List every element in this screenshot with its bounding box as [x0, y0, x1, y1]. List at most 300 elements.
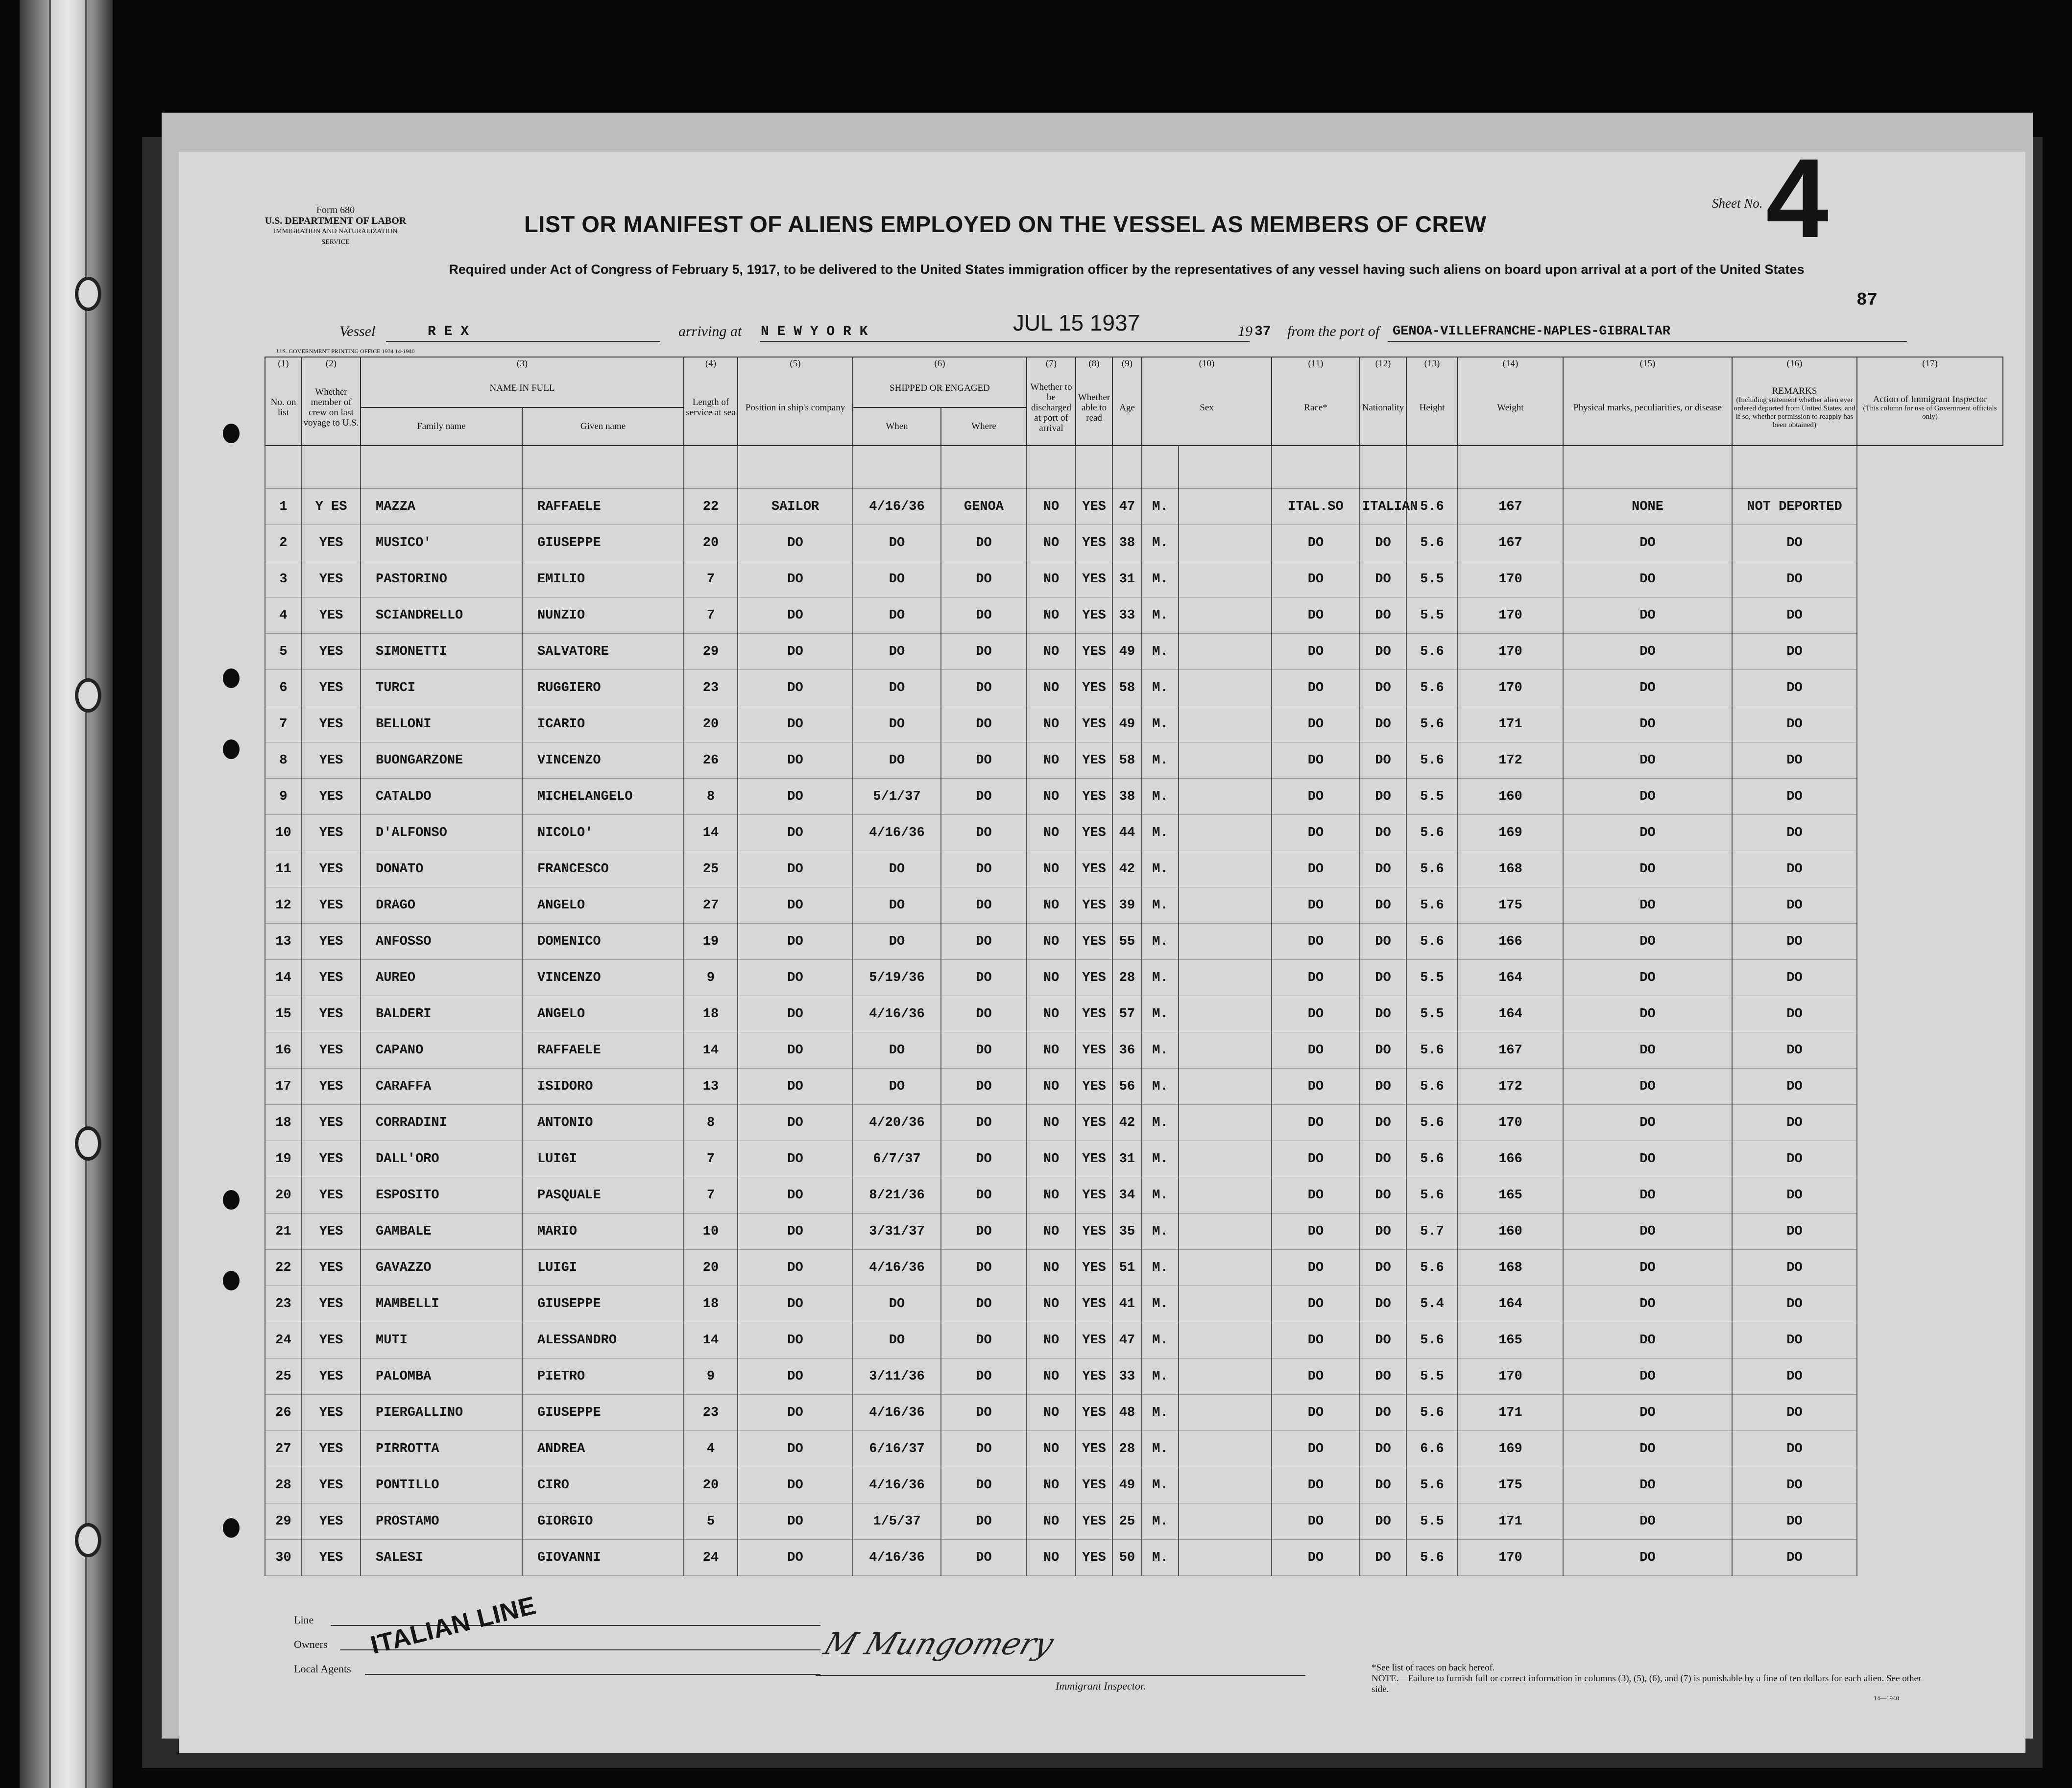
race-cell: DO: [1272, 1322, 1360, 1359]
height-cell: 5.5: [1406, 561, 1458, 597]
shipped-where-cell: DO: [941, 561, 1027, 597]
length-of-service-cell: 20: [684, 1467, 738, 1503]
nationality-cell: DO: [1360, 1359, 1406, 1395]
age-cell: 57: [1112, 996, 1142, 1032]
nationality-cell: DO: [1360, 597, 1406, 634]
shipped-where-cell: DO: [941, 597, 1027, 634]
nationality-cell: DO: [1360, 634, 1406, 670]
weight-cell: 164: [1458, 960, 1563, 996]
col10-number: (10): [1142, 357, 1272, 370]
family-name-cell: BELLONI: [361, 706, 522, 742]
col-given-name: Given name: [522, 407, 684, 446]
discharged-cell: NO: [1027, 634, 1076, 670]
position-cell: DO: [738, 1032, 853, 1069]
sex-cell: M.: [1142, 670, 1179, 706]
discharged-cell: NO: [1027, 960, 1076, 996]
sex-cell: M.: [1142, 1431, 1179, 1467]
discharged-cell: NO: [1027, 924, 1076, 960]
nationality-cell: DO: [1360, 1069, 1406, 1105]
race-cell: DO: [1272, 1069, 1360, 1105]
weight-cell: 170: [1458, 1105, 1563, 1141]
table-row: [265, 1503, 2003, 1540]
age-cell: 48: [1112, 1395, 1142, 1431]
port-underline: [760, 341, 1250, 342]
nationality-cell: DO: [1360, 1503, 1406, 1540]
shipped-when-cell: 4/20/36: [853, 1105, 941, 1141]
physical-marks-cell: DO: [1563, 706, 1732, 742]
remarks-cell: DO: [1732, 1141, 1857, 1177]
vessel-line: [339, 310, 1956, 344]
column-number-row: [265, 357, 2003, 370]
physical-marks-cell: DO: [1563, 1177, 1732, 1214]
race-cell: DO: [1272, 1286, 1360, 1322]
age-cell: 36: [1112, 1032, 1142, 1069]
sex-extra-cell: [1179, 1141, 1272, 1177]
given-name-cell: GIUSEPPE: [522, 1286, 684, 1322]
row-number-cell: 12: [265, 887, 302, 924]
shipped-where-cell: DO: [941, 670, 1027, 706]
physical-marks-cell: DO: [1563, 815, 1732, 851]
remarks-cell: DO: [1732, 1395, 1857, 1431]
print-code: 14—1940: [1874, 1694, 1899, 1702]
age-cell: 58: [1112, 742, 1142, 779]
crew-last-voyage-cell: YES: [302, 706, 361, 742]
table-row: [265, 851, 2003, 887]
sex-cell: M.: [1142, 960, 1179, 996]
shipped-where-cell: DO: [941, 1214, 1027, 1250]
height-cell: 5.6: [1406, 525, 1458, 561]
sex-extra-cell: [1179, 1286, 1272, 1322]
department-name: U.S. DEPARTMENT OF LABOR: [265, 215, 407, 226]
given-name-cell: MARIO: [522, 1214, 684, 1250]
crew-last-voyage-cell: YES: [302, 1503, 361, 1540]
position-cell: DO: [738, 1503, 853, 1540]
remarks-note: (Including statement whether alien ever ordered deported from United States, and if so, whether permission to reapply has been obtained): [1734, 396, 1855, 429]
given-name-cell: ANGELO: [522, 996, 684, 1032]
race-cell: DO: [1272, 1177, 1360, 1214]
punch-hole: [223, 1271, 240, 1290]
nationality-cell: DO: [1360, 1540, 1406, 1576]
height-cell: 5.6: [1406, 1395, 1458, 1431]
able-to-read-cell: YES: [1076, 525, 1112, 561]
sex-extra-cell: [1179, 706, 1272, 742]
able-to-read-cell: YES: [1076, 489, 1112, 525]
family-name-cell: D'ALFONSO: [361, 815, 522, 851]
crew-last-voyage-cell: YES: [302, 1467, 361, 1503]
table-row: [265, 1395, 2003, 1431]
crew-last-voyage-cell: YES: [302, 851, 361, 887]
nationality-cell: DO: [1360, 1105, 1406, 1141]
race-cell: DO: [1272, 634, 1360, 670]
nationality-cell: ITALIAN: [1360, 489, 1406, 525]
sex-cell: M.: [1142, 1069, 1179, 1105]
discharged-cell: NO: [1027, 489, 1076, 525]
shipped-where-cell: DO: [941, 634, 1027, 670]
able-to-read-cell: YES: [1076, 996, 1112, 1032]
sex-cell: M.: [1142, 1503, 1179, 1540]
table-row: [265, 706, 2003, 742]
position-cell: DO: [738, 706, 853, 742]
shipped-where-cell: DO: [941, 960, 1027, 996]
races-footnote: *See list of races on back hereof.: [1372, 1663, 1495, 1673]
crew-last-voyage-cell: YES: [302, 634, 361, 670]
length-of-service-cell: 20: [684, 525, 738, 561]
date-stamp: JUL 15 1937: [1013, 310, 1140, 335]
discharged-cell: NO: [1027, 815, 1076, 851]
given-name-cell: PIETRO: [522, 1359, 684, 1395]
punch-hole: [223, 739, 240, 759]
sex-cell: M.: [1142, 815, 1179, 851]
able-to-read-cell: YES: [1076, 1395, 1112, 1431]
sex-cell: M.: [1142, 1395, 1179, 1431]
sex-cell: M.: [1142, 525, 1179, 561]
able-to-read-cell: YES: [1076, 815, 1112, 851]
remarks-cell: DO: [1732, 851, 1857, 887]
family-name-cell: MUSICO': [361, 525, 522, 561]
sex-extra-cell: [1179, 1540, 1272, 1576]
col-height: Height: [1406, 370, 1458, 446]
crew-last-voyage-cell: YES: [302, 779, 361, 815]
sex-extra-cell: [1179, 561, 1272, 597]
row-number-cell: 6: [265, 670, 302, 706]
col5-number: (5): [738, 357, 853, 370]
weight-cell: 166: [1458, 924, 1563, 960]
race-cell: DO: [1272, 670, 1360, 706]
table-row: [265, 1286, 2003, 1322]
form-header-block: [262, 205, 409, 248]
sex-extra-cell: [1179, 1395, 1272, 1431]
row-number-cell: 21: [265, 1214, 302, 1250]
age-cell: 33: [1112, 1359, 1142, 1395]
family-name-cell: ANFOSSO: [361, 924, 522, 960]
family-name-cell: BUONGARZONE: [361, 742, 522, 779]
col-length-of-service: Length of service at sea: [684, 370, 738, 446]
family-name-cell: CATALDO: [361, 779, 522, 815]
weight-cell: 175: [1458, 1467, 1563, 1503]
row-number-cell: 9: [265, 779, 302, 815]
shipped-when-cell: 6/7/37: [853, 1141, 941, 1177]
physical-marks-cell: DO: [1563, 525, 1732, 561]
able-to-read-cell: YES: [1076, 561, 1112, 597]
row-number-cell: 10: [265, 815, 302, 851]
col14-number: (14): [1458, 357, 1563, 370]
able-to-read-cell: YES: [1076, 742, 1112, 779]
position-cell: DO: [738, 1467, 853, 1503]
departure-ports: GENOA-VILLEFRANCHE-NAPLES-GIBRALTAR: [1393, 324, 1671, 339]
physical-marks-cell: DO: [1563, 1503, 1732, 1540]
row-number-cell: 18: [265, 1105, 302, 1141]
nationality-cell: DO: [1360, 1032, 1406, 1069]
shipped-when-cell: 4/16/36: [853, 1395, 941, 1431]
family-name-cell: GAMBALE: [361, 1214, 522, 1250]
shipped-when-cell: DO: [853, 1322, 941, 1359]
table-row: [265, 779, 2003, 815]
sex-extra-cell: [1179, 597, 1272, 634]
table-row: [265, 670, 2003, 706]
shipped-when-cell: DO: [853, 742, 941, 779]
weight-cell: 168: [1458, 1250, 1563, 1286]
shipped-where-cell: DO: [941, 1141, 1027, 1177]
given-name-cell: VINCENZO: [522, 960, 684, 996]
table-row: [265, 887, 2003, 924]
col-shipped-when: When: [853, 407, 941, 446]
given-name-cell: LUIGI: [522, 1141, 684, 1177]
shipped-when-cell: 4/16/36: [853, 1250, 941, 1286]
discharged-cell: NO: [1027, 597, 1076, 634]
weight-cell: 172: [1458, 1069, 1563, 1105]
col-physical-marks: Physical marks, peculiarities, or disease: [1563, 370, 1732, 446]
height-cell: 5.7: [1406, 1214, 1458, 1250]
shipped-when-cell: DO: [853, 1032, 941, 1069]
row-number-cell: 27: [265, 1431, 302, 1467]
length-of-service-cell: 10: [684, 1214, 738, 1250]
crew-rows: [265, 446, 2003, 1576]
weight-cell: 171: [1458, 706, 1563, 742]
discharged-cell: NO: [1027, 561, 1076, 597]
form-title: LIST OR MANIFEST OF ALIENS EMPLOYED ON THE VESSEL AS MEMBERS OF CREW: [524, 211, 1487, 237]
remarks-cell: NOT DEPORTED: [1732, 489, 1857, 525]
nationality-cell: DO: [1360, 1431, 1406, 1467]
crew-last-voyage-cell: YES: [302, 1322, 361, 1359]
age-cell: 41: [1112, 1286, 1142, 1322]
position-cell: DO: [738, 887, 853, 924]
position-cell: DO: [738, 1322, 853, 1359]
table-row: [265, 742, 2003, 779]
sex-cell: M.: [1142, 1032, 1179, 1069]
remarks-cell: DO: [1732, 1032, 1857, 1069]
position-cell: DO: [738, 1250, 853, 1286]
sex-extra-cell: [1179, 1214, 1272, 1250]
height-cell: 5.6: [1406, 489, 1458, 525]
able-to-read-cell: YES: [1076, 1503, 1112, 1540]
row-number-cell: 16: [265, 1032, 302, 1069]
sex-extra-cell: [1179, 489, 1272, 525]
physical-marks-cell: DO: [1563, 996, 1732, 1032]
position-cell: DO: [738, 815, 853, 851]
race-cell: DO: [1272, 597, 1360, 634]
position-cell: DO: [738, 924, 853, 960]
table-row: [265, 634, 2003, 670]
discharged-cell: NO: [1027, 779, 1076, 815]
physical-marks-cell: DO: [1563, 1105, 1732, 1141]
binder-spine: [20, 0, 113, 1788]
sex-extra-cell: [1179, 851, 1272, 887]
remarks-cell: DO: [1732, 1431, 1857, 1467]
family-name-cell: BALDERI: [361, 996, 522, 1032]
nationality-cell: DO: [1360, 996, 1406, 1032]
table-row: [265, 1105, 2003, 1141]
position-cell: DO: [738, 1105, 853, 1141]
given-name-cell: GIOVANNI: [522, 1540, 684, 1576]
sex-cell: M.: [1142, 1177, 1179, 1214]
given-name-cell: FRANCESCO: [522, 851, 684, 887]
physical-marks-cell: DO: [1563, 1214, 1732, 1250]
age-cell: 25: [1112, 1503, 1142, 1540]
age-cell: 35: [1112, 1214, 1142, 1250]
length-of-service-cell: 18: [684, 1286, 738, 1322]
race-cell: DO: [1272, 1395, 1360, 1431]
col17-number: (17): [1857, 357, 2003, 370]
family-name-cell: PONTILLO: [361, 1467, 522, 1503]
table-row: [265, 1359, 2003, 1395]
shipped-when-cell: 6/16/37: [853, 1431, 941, 1467]
shipped-where-cell: DO: [941, 1105, 1027, 1141]
given-name-cell: GIUSEPPE: [522, 1395, 684, 1431]
family-name-cell: MAZZA: [361, 489, 522, 525]
nationality-cell: DO: [1360, 561, 1406, 597]
owners-label: Owners: [294, 1638, 328, 1650]
remarks-cell: DO: [1732, 924, 1857, 960]
age-cell: 49: [1112, 634, 1142, 670]
age-cell: 55: [1112, 924, 1142, 960]
sex-cell: M.: [1142, 924, 1179, 960]
col-name-in-full: NAME IN FULL: [361, 370, 684, 407]
row-number-cell: 13: [265, 924, 302, 960]
table-row: [265, 1069, 2003, 1105]
remarks-cell: DO: [1732, 1177, 1857, 1214]
sex-extra-cell: [1179, 670, 1272, 706]
weight-cell: 165: [1458, 1177, 1563, 1214]
vessel-label: Vessel: [339, 323, 376, 339]
col-position: Position in ship's company: [738, 370, 853, 446]
physical-marks-cell: DO: [1563, 597, 1732, 634]
line-label: Line: [294, 1614, 314, 1626]
discharged-cell: NO: [1027, 1503, 1076, 1540]
col-sex: Sex: [1142, 370, 1272, 446]
row-number-cell: 4: [265, 597, 302, 634]
inspector-heading: Action of Immigrant Inspector: [1873, 394, 1987, 405]
physical-marks-cell: DO: [1563, 1250, 1732, 1286]
row-number-cell: 11: [265, 851, 302, 887]
nationality-cell: DO: [1360, 706, 1406, 742]
sex-cell: M.: [1142, 706, 1179, 742]
age-cell: 34: [1112, 1177, 1142, 1214]
sex-cell: M.: [1142, 489, 1179, 525]
binder-ring-hole: [75, 277, 101, 311]
given-name-cell: SALVATORE: [522, 634, 684, 670]
vessel-underline: [386, 341, 660, 342]
physical-marks-cell: DO: [1563, 924, 1732, 960]
height-cell: 5.6: [1406, 1141, 1458, 1177]
discharged-cell: NO: [1027, 996, 1076, 1032]
shipped-where-cell: DO: [941, 815, 1027, 851]
row-number-cell: 14: [265, 960, 302, 996]
age-cell: 28: [1112, 1431, 1142, 1467]
inspector-note: (This column for use of Government officials only): [1863, 404, 1997, 421]
col-inspector-action: [1857, 370, 2003, 446]
table-row: [265, 960, 2003, 996]
nationality-cell: DO: [1360, 1250, 1406, 1286]
race-cell: DO: [1272, 887, 1360, 924]
crew-last-voyage-cell: YES: [302, 561, 361, 597]
able-to-read-cell: YES: [1076, 1141, 1112, 1177]
age-cell: 33: [1112, 597, 1142, 634]
shipped-where-cell: GENOA: [941, 489, 1027, 525]
shipped-where-cell: DO: [941, 887, 1027, 924]
height-cell: 5.5: [1406, 597, 1458, 634]
weight-cell: 172: [1458, 742, 1563, 779]
remarks-cell: DO: [1732, 1503, 1857, 1540]
table-row: [265, 1032, 2003, 1069]
sex-extra-cell: [1179, 779, 1272, 815]
given-name-cell: NUNZIO: [522, 597, 684, 634]
table-row: [265, 924, 2003, 960]
physical-marks-cell: DO: [1563, 779, 1732, 815]
weight-cell: 160: [1458, 779, 1563, 815]
sex-extra-cell: [1179, 1503, 1272, 1540]
binder-ring-hole: [75, 678, 101, 713]
shipped-where-cell: DO: [941, 1467, 1027, 1503]
family-name-cell: PASTORINO: [361, 561, 522, 597]
agents-underline: [365, 1674, 820, 1675]
form-subtitle: Required under Act of Congress of February 5, 1917, to be delivered to the United States immigration officer by the representatives of any vessel having such aliens on board upon arrival at a port of the United States: [449, 262, 1805, 277]
sex-cell: M.: [1142, 887, 1179, 924]
discharged-cell: NO: [1027, 1322, 1076, 1359]
crew-last-voyage-cell: YES: [302, 670, 361, 706]
position-cell: DO: [738, 1359, 853, 1395]
col-crew-last-voyage: Whether member of crew on last voyage to U.S.: [302, 370, 361, 446]
position-cell: DO: [738, 1286, 853, 1322]
remarks-cell: DO: [1732, 1105, 1857, 1141]
sex-cell: M.: [1142, 851, 1179, 887]
age-cell: 31: [1112, 561, 1142, 597]
shipped-where-cell: DO: [941, 1395, 1027, 1431]
sex-extra-cell: [1179, 634, 1272, 670]
sex-cell: M.: [1142, 634, 1179, 670]
shipped-when-cell: DO: [853, 597, 941, 634]
height-cell: 5.6: [1406, 1540, 1458, 1576]
crew-last-voyage-cell: YES: [302, 1141, 361, 1177]
race-cell: DO: [1272, 960, 1360, 996]
shipped-when-cell: DO: [853, 851, 941, 887]
row-number-cell: 26: [265, 1395, 302, 1431]
height-cell: 5.5: [1406, 1359, 1458, 1395]
shipped-where-cell: DO: [941, 1503, 1027, 1540]
position-cell: DO: [738, 851, 853, 887]
length-of-service-cell: 26: [684, 742, 738, 779]
sex-extra-cell: [1179, 924, 1272, 960]
shipped-where-cell: DO: [941, 1250, 1027, 1286]
sheet-label: Sheet No.: [1712, 196, 1763, 211]
given-name-cell: DOMENICO: [522, 924, 684, 960]
crew-last-voyage-cell: YES: [302, 1286, 361, 1322]
length-of-service-cell: 20: [684, 1250, 738, 1286]
remarks-cell: DO: [1732, 1359, 1857, 1395]
weight-cell: 169: [1458, 1431, 1563, 1467]
header-spacer-row: [265, 446, 2003, 489]
family-name-cell: PIERGALLINO: [361, 1395, 522, 1431]
crew-last-voyage-cell: YES: [302, 1214, 361, 1250]
race-cell: DO: [1272, 815, 1360, 851]
able-to-read-cell: YES: [1076, 1322, 1112, 1359]
sex-cell: M.: [1142, 1250, 1179, 1286]
table-row: [265, 525, 2003, 561]
footnotes: [1372, 1663, 1940, 1695]
given-name-cell: NICOLO': [522, 815, 684, 851]
row-number-cell: 5: [265, 634, 302, 670]
shipped-when-cell: 3/31/37: [853, 1214, 941, 1250]
row-number-cell: 19: [265, 1141, 302, 1177]
local-agents-label: Local Agents: [294, 1663, 351, 1675]
position-cell: DO: [738, 1177, 853, 1214]
shipped-when-cell: DO: [853, 924, 941, 960]
col-family-name: Family name: [361, 407, 522, 446]
sex-cell: M.: [1142, 597, 1179, 634]
arrival-port: N E W Y O R K: [761, 324, 868, 339]
family-name-cell: DALL'ORO: [361, 1141, 522, 1177]
position-cell: DO: [738, 1431, 853, 1467]
col16-number: (16): [1732, 357, 1857, 370]
